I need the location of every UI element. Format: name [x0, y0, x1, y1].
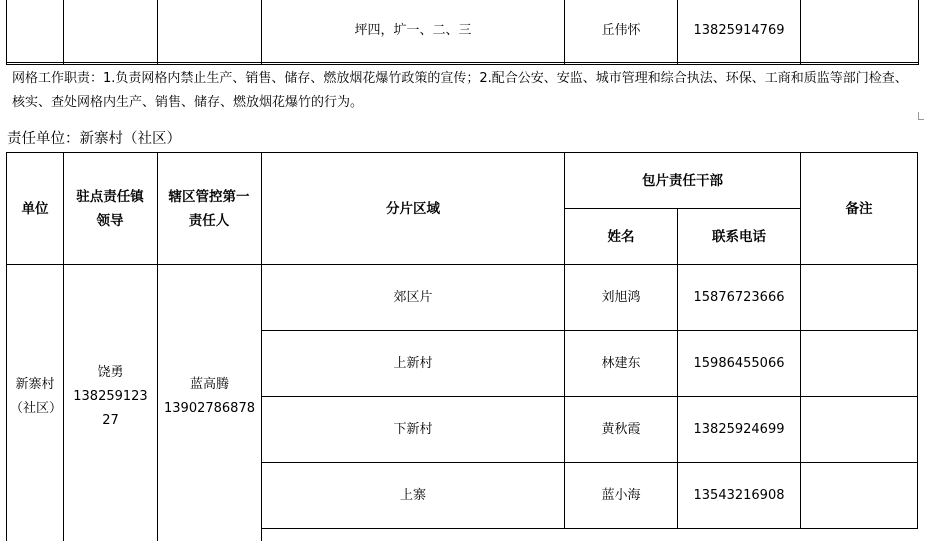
first-person-name: 蓝高腾: [189, 377, 229, 392]
leader-cell: [64, 265, 157, 529]
header-first-person: 辖区管控第一责任人: [168, 188, 250, 229]
duty-text: 网格工作职责：1.负责网格内禁止生产、销售、储存、燃放烟花爆竹政策的宣传；2.配合公安、安监、城市管理和综合执法、环保、工商和质监等部门检查、核实、查处网格内生产、销售、储存、燃放烟花爆竹的行为。: [12, 71, 908, 110]
header-unit: 单位: [21, 200, 49, 217]
leader-name: 饶勇: [97, 365, 124, 380]
duty-paragraph: [12, 67, 918, 115]
table-row-1-note: [801, 265, 917, 330]
table-row-3-name: 黄秋霞: [601, 421, 641, 437]
table-row-2-note: [801, 331, 917, 396]
table-row-1-name: 刘旭鸿: [601, 289, 641, 305]
header-cadre: 包片责任干部: [642, 172, 723, 189]
responsible-unit-text: 责任单位：新寨村（社区）: [7, 131, 181, 147]
first-person-phone: 13902786878: [164, 401, 255, 416]
table-row-4-phone: 13543216908: [693, 487, 785, 503]
prev-name-text: 丘伟怀: [601, 23, 641, 38]
leader-phone: 13825912327: [73, 389, 148, 428]
table-row-3-phone: 13825924699: [693, 421, 785, 437]
header-name: 姓名: [607, 228, 635, 245]
table-row-2-phone: 15986455066: [693, 355, 785, 371]
header-phone: 联系电话: [712, 228, 766, 245]
table-row-1-phone: 15876723666: [693, 289, 785, 305]
unit-cell: [10, 265, 63, 529]
first-person-cell: [158, 265, 261, 529]
table-row-3-area: 下新村: [393, 421, 433, 437]
header-note: 备注: [845, 200, 873, 217]
prev-area-text: 坪四，圹一、二、三: [354, 23, 472, 38]
table-row-2-area: 上新村: [393, 355, 433, 371]
paragraph-mark: [918, 112, 924, 120]
table-row-3-note: [801, 397, 917, 462]
prev-area-cell: [262, 0, 564, 62]
table-row-2-name: 林建东: [601, 355, 641, 371]
table-row-4-note: [801, 463, 917, 528]
unit-text: 新寨村（社区）: [10, 377, 63, 416]
responsible-unit-heading: [7, 127, 181, 151]
prev-name-cell: [565, 0, 677, 62]
prev-phone-cell: [678, 0, 800, 62]
table-row-4-area: 上寨: [399, 487, 426, 503]
header-leader: 驻点责任镇领导: [76, 188, 144, 229]
prev-phone-text: 13825914769: [693, 23, 785, 38]
table-row-1-area: 郊区片: [393, 289, 433, 305]
table-row-4-name: 蓝小海: [601, 487, 641, 503]
header-area: 分片区域: [386, 200, 440, 217]
